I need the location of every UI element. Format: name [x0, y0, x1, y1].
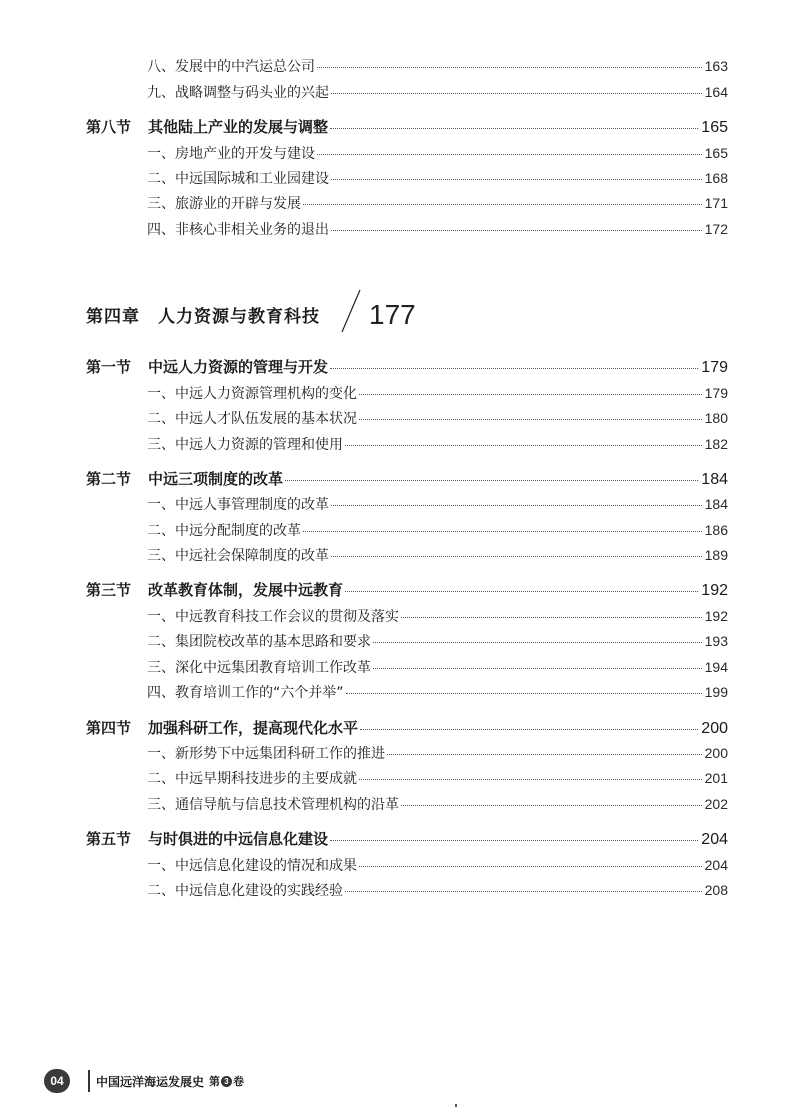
toc-entry-page: 202 [704, 796, 728, 812]
section-title: 中远人力资源的管理与开发 [148, 358, 329, 376]
dot-leader [401, 617, 702, 618]
toc-entry-label: 二、中远分配制度的改革 [147, 523, 301, 539]
chapter-page: 177 [369, 299, 416, 330]
section-label: 第三节 [86, 581, 132, 599]
toc-entry-page: 194 [704, 659, 728, 675]
toc-entry-page: 204 [704, 857, 728, 873]
toc-entry[interactable] [147, 383, 728, 403]
section-label: 第四节 [86, 719, 132, 737]
section-label: 第八节 [86, 118, 132, 136]
toc-entry[interactable] [147, 82, 728, 102]
slash-divider [340, 289, 362, 333]
toc-entry-label: 一、房地产业的开发与建设 [147, 146, 315, 162]
toc-entry[interactable] [147, 794, 728, 814]
dot-leader [317, 154, 702, 155]
toc-entry-label: 三、深化中远集团教育培训工作改革 [147, 660, 371, 676]
toc-entry-label: 四、非核心非相关业务的退出 [147, 222, 329, 238]
toc-entry[interactable] [147, 520, 728, 540]
toc-entry[interactable] [147, 143, 728, 163]
toc-entry-page: 186 [704, 522, 728, 538]
dot-leader [359, 419, 702, 420]
toc-section-heading[interactable] [86, 468, 728, 489]
section-page: 184 [701, 471, 728, 488]
dot-leader [331, 179, 702, 180]
toc-entry-page: 189 [704, 547, 728, 563]
section-title: 与时俱进的中远信息化建设 [148, 830, 329, 848]
dot-leader [360, 729, 698, 730]
toc-entry[interactable] [147, 631, 728, 651]
toc-entry-page: 200 [704, 745, 728, 761]
toc-section-heading[interactable] [86, 579, 728, 600]
dot-leader [317, 67, 702, 68]
dot-leader [346, 693, 702, 694]
toc-entry-page: 199 [704, 684, 728, 700]
dot-leader [345, 891, 702, 892]
toc-section-heading[interactable] [86, 116, 728, 137]
toc-entry[interactable] [147, 606, 728, 626]
dot-leader [331, 505, 702, 506]
toc-entry[interactable] [147, 743, 728, 763]
scan-speck [455, 1104, 457, 1107]
volume-suffix: 卷 [233, 1075, 245, 1088]
dot-leader [345, 591, 698, 592]
toc-entry-label: 一、中远教育科技工作会议的贯彻及落实 [147, 609, 399, 625]
toc-entry[interactable] [147, 855, 728, 875]
dot-leader [387, 754, 702, 755]
dot-leader [345, 445, 702, 446]
toc-section-heading[interactable] [86, 828, 728, 849]
dot-leader [373, 642, 702, 643]
toc-entry[interactable] [147, 434, 728, 454]
section-page: 165 [701, 119, 728, 136]
section-label: 第五节 [86, 830, 132, 848]
section-page: 200 [701, 720, 728, 737]
section-title: 其他陆上产业的发展与调整 [148, 118, 329, 136]
toc-entry-page: 184 [704, 496, 728, 512]
toc-entry-page: 182 [704, 436, 728, 452]
volume-label [209, 1073, 244, 1089]
dot-leader [330, 840, 698, 841]
dot-leader [373, 668, 702, 669]
toc-entry-page: 164 [704, 84, 728, 100]
dot-leader [303, 204, 702, 205]
toc-entry-label: 二、中远信息化建设的实践经验 [147, 883, 343, 899]
toc-entry[interactable] [147, 168, 728, 188]
section-label: 第二节 [86, 470, 132, 488]
page-footer [44, 1068, 244, 1094]
toc-entry-label: 三、通信导航与信息技术管理机构的沿革 [147, 797, 399, 813]
toc-entry-label: 八、发展中的中汽运总公司 [147, 59, 315, 75]
toc-entry-label: 一、中远人事管理制度的改革 [147, 497, 329, 513]
toc-entry-page: 201 [704, 770, 728, 786]
toc-entry[interactable] [147, 657, 728, 677]
dot-leader [303, 531, 702, 532]
section-label: 第一节 [86, 358, 132, 376]
section-title: 加强科研工作，提高现代化水平 [148, 719, 359, 737]
toc-entry[interactable] [147, 682, 728, 702]
dot-leader [401, 805, 702, 806]
toc-entry[interactable] [147, 408, 728, 428]
toc-entry-label: 四、教育培训工作的“六个并举” [147, 685, 344, 701]
toc-entry[interactable] [147, 545, 728, 565]
toc-entry-label: 二、中远国际城和工业园建设 [147, 171, 329, 187]
toc-entry-page: 192 [704, 608, 728, 624]
section-page: 192 [701, 582, 728, 599]
toc-entry[interactable] [147, 219, 728, 239]
toc-entry-page: 171 [704, 195, 728, 211]
toc-section-heading[interactable] [86, 356, 728, 377]
toc-entry-page: 172 [704, 221, 728, 237]
chapter-title: 第四章 人力资源与教育科技 [86, 307, 320, 327]
section-page: 179 [701, 359, 728, 376]
volume-number: 3 [221, 1076, 232, 1087]
section-title: 改革教育体制，发展中远教育 [148, 581, 344, 599]
toc-entry-label: 三、旅游业的开辟与发展 [147, 196, 301, 212]
toc-entry-page: 180 [704, 410, 728, 426]
section-page: 204 [701, 831, 728, 848]
toc-entry-label: 三、中远社会保障制度的改革 [147, 548, 329, 564]
toc-entry-label: 三、中远人力资源的管理和使用 [147, 437, 343, 453]
toc-entry[interactable] [147, 768, 728, 788]
page-number-badge: 04 [44, 1069, 70, 1093]
dot-leader [330, 128, 698, 129]
toc-entry[interactable] [147, 494, 728, 514]
toc-entry-label: 一、新形势下中远集团科研工作的推进 [147, 746, 385, 762]
footer-divider [88, 1070, 90, 1092]
toc-section-heading[interactable] [86, 717, 728, 738]
dot-leader [330, 368, 698, 369]
dot-leader [285, 480, 698, 481]
toc-entry-label: 一、中远信息化建设的情况和成果 [147, 858, 357, 874]
dot-leader [359, 394, 702, 395]
toc-entry-label: 二、中远人才队伍发展的基本状况 [147, 411, 357, 427]
toc-entry-label: 九、战略调整与码头业的兴起 [147, 85, 329, 101]
toc-entry-page: 168 [704, 170, 728, 186]
toc-entry-page: 165 [704, 145, 728, 161]
dot-leader [331, 93, 702, 94]
dot-leader [331, 230, 702, 231]
toc-entry-label: 一、中远人力资源管理机构的变化 [147, 386, 357, 402]
toc-entry-label: 二、中远早期科技进步的主要成就 [147, 771, 357, 787]
section-title: 中远三项制度的改革 [148, 470, 284, 488]
dot-leader [359, 779, 702, 780]
toc-entry[interactable] [147, 193, 728, 213]
dot-leader [359, 866, 702, 867]
toc-entry[interactable] [147, 56, 728, 76]
dot-leader [331, 556, 702, 557]
volume-prefix: 第 [209, 1075, 221, 1088]
toc-entry-label: 二、集团院校改革的基本思路和要求 [147, 634, 371, 650]
toc-entry-page: 179 [704, 385, 728, 401]
book-title: 中国远洋海运发展史 [96, 1074, 205, 1089]
toc-entry-page: 163 [704, 58, 728, 74]
toc-entry-page: 193 [704, 633, 728, 649]
toc-entry-page: 208 [704, 882, 728, 898]
toc-entry[interactable] [147, 880, 728, 900]
chapter-heading[interactable] [86, 287, 506, 335]
